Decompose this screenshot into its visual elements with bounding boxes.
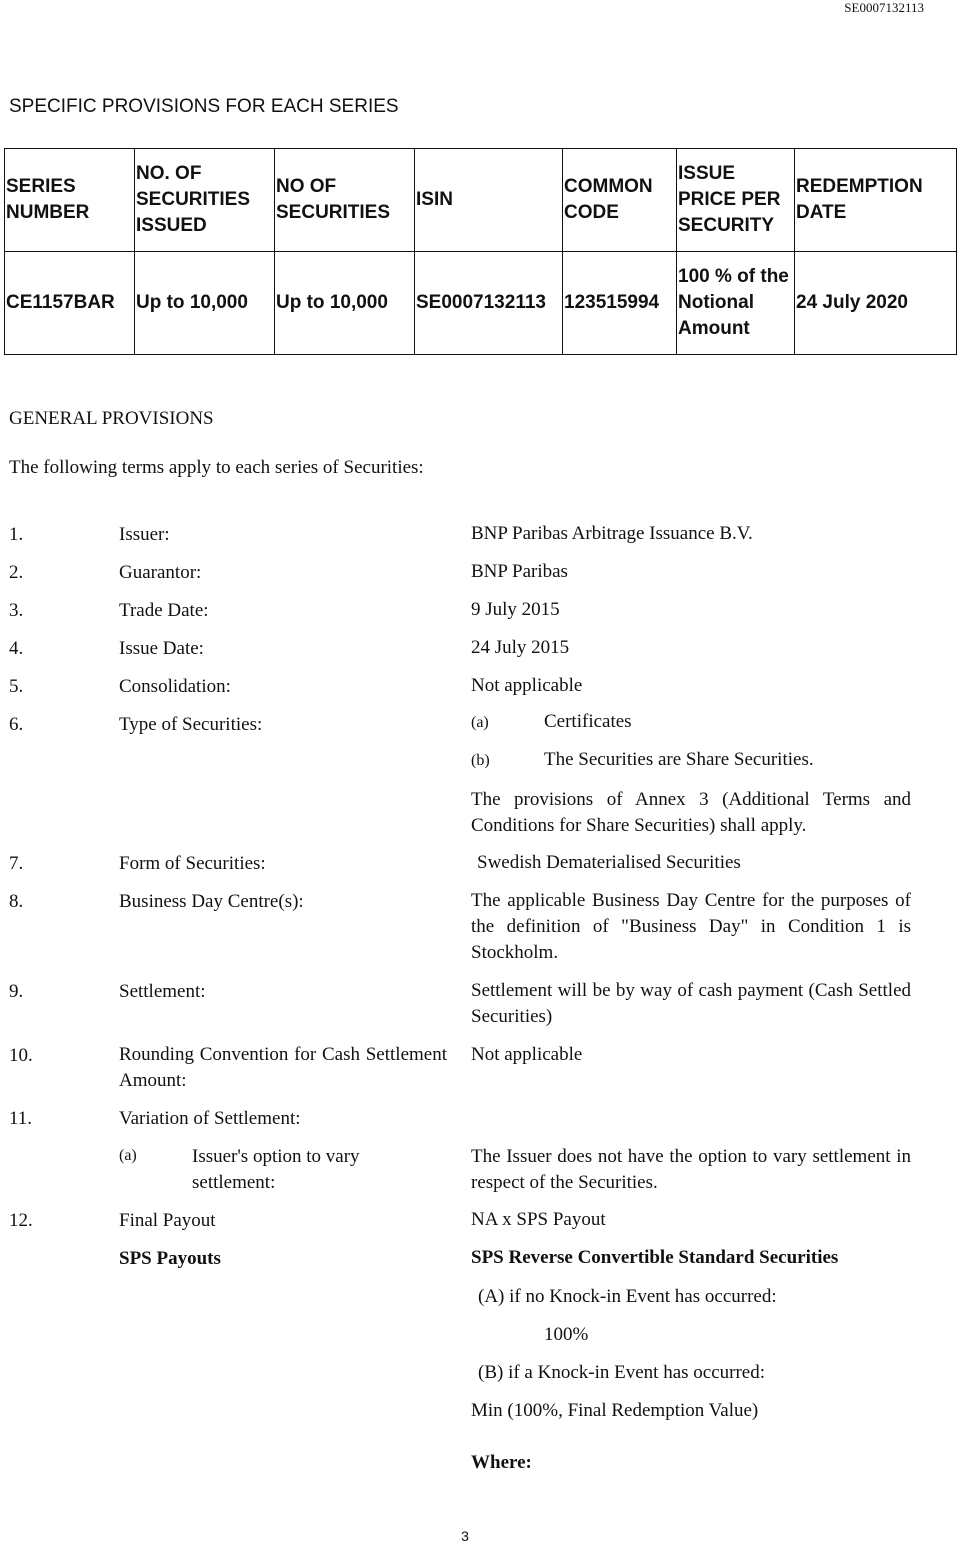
sub-item-marker: (a)	[471, 714, 489, 731]
issue-date-label: Issue Date:	[119, 638, 204, 659]
issue-price-header: ISSUE PRICE PER SECURITY	[677, 149, 795, 252]
item-number: 11.	[9, 1108, 33, 1129]
trade-date-label: Trade Date:	[119, 600, 209, 621]
sps-payouts-label: SPS Payouts	[119, 1248, 221, 1269]
business-day-centre-label: Business Day Centre(s):	[119, 891, 304, 912]
item-number: 10.	[9, 1045, 33, 1066]
isin-cell: SE0007132113	[415, 252, 563, 355]
item-number: 6.	[9, 714, 24, 735]
sps-payouts-value: SPS Reverse Convertible Standard Securities	[471, 1247, 839, 1268]
sub-item-marker: (a)	[119, 1147, 137, 1164]
item-number: 2.	[9, 562, 24, 583]
issuer-option-value: The Issuer does not have the option to vary settlement in respect of the Securities.	[471, 1146, 911, 1193]
series-number-cell: CE1157BAR	[5, 252, 135, 355]
item-number: 3.	[9, 600, 24, 621]
sub-item-marker: (b)	[471, 752, 490, 769]
page-number: 3	[461, 1528, 469, 1544]
series-table-header-row	[5, 149, 957, 252]
common-code-cell: 123515994	[563, 252, 677, 355]
case-b-text: (B) if a Knock-in Event has occurred:	[478, 1362, 766, 1383]
issue-date-value: 24 July 2015	[471, 637, 570, 658]
redemption-date-header: REDEMPTION DATE	[795, 149, 957, 252]
where-heading: Where:	[471, 1452, 532, 1473]
item-number: 7.	[9, 853, 24, 874]
type-a-value: Certificates	[544, 711, 632, 732]
settlement-value: Settlement will be by way of cash payment (Cash Settled Securities)	[471, 980, 911, 1027]
payout-formula: Min (100%, Final Redemption Value)	[471, 1400, 759, 1421]
isin-header: ISIN	[415, 149, 563, 252]
final-payout-label: Final Payout	[119, 1210, 216, 1231]
item-number: 1.	[9, 524, 24, 545]
form-of-securities-value: Swedish Dematerialised Securities	[477, 852, 741, 873]
general-provisions-heading: GENERAL PROVISIONS	[9, 408, 214, 429]
item-number: 8.	[9, 891, 24, 912]
securities-issued-cell: Up to 10,000	[135, 252, 275, 355]
item-number: 12.	[9, 1210, 33, 1231]
common-code-header: COMMON CODE	[563, 149, 677, 252]
final-payout-value: NA x SPS Payout	[471, 1209, 606, 1230]
form-of-securities-label: Form of Securities:	[119, 853, 266, 874]
issuer-value: BNP Paribas Arbitrage Issuance B.V.	[471, 523, 753, 544]
item-number: 5.	[9, 676, 24, 697]
item-number: 4.	[9, 638, 24, 659]
type-b-value: The Securities are Share Securities.	[544, 749, 814, 770]
page-title: SPECIFIC PROVISIONS FOR EACH SERIES	[9, 96, 399, 117]
consolidation-label: Consolidation:	[119, 676, 231, 697]
settlement-label: Settlement:	[119, 981, 206, 1002]
case-a-text: (A) if no Knock-in Event has occurred:	[478, 1286, 777, 1307]
rounding-convention-label: Rounding Convention for Cash Settlement Amount:	[119, 1044, 447, 1091]
consolidation-value: Not applicable	[471, 675, 583, 696]
series-table	[4, 148, 957, 355]
type-of-securities-label: Type of Securities:	[119, 714, 263, 735]
issue-price-cell: 100 % of the Notional Amount	[677, 252, 795, 355]
item-number: 9.	[9, 981, 24, 1002]
document-code: SE0007132113	[844, 0, 924, 15]
securities-count-header: NO OF SECURITIES	[275, 149, 415, 252]
redemption-date-cell: 24 July 2020	[795, 252, 957, 355]
guarantor-value: BNP Paribas	[471, 561, 568, 582]
guarantor-label: Guarantor:	[119, 562, 202, 583]
case-a-value: 100%	[544, 1324, 589, 1345]
issuer-option-label: Issuer's option to vary settlement:	[192, 1146, 360, 1193]
business-day-centre-value: The applicable Business Day Centre for the purposes of the definition of "Business Day" in Condition 1 is Stockholm.	[471, 890, 911, 963]
series-number-header: SERIES NUMBER	[5, 149, 135, 252]
securities-count-cell: Up to 10,000	[275, 252, 415, 355]
securities-issued-header: NO. OF SECURITIES ISSUED	[135, 149, 275, 252]
general-provisions-intro: The following terms apply to each series of Securities:	[9, 457, 424, 478]
annex-note: The provisions of Annex 3 (Additional Terms and Conditions for Share Securities) shall apply.	[471, 789, 911, 836]
variation-of-settlement-label: Variation of Settlement:	[119, 1108, 301, 1129]
rounding-convention-value: Not applicable	[471, 1044, 583, 1065]
table-row	[5, 252, 957, 355]
trade-date-value: 9 July 2015	[471, 599, 560, 620]
issuer-label: Issuer:	[119, 524, 170, 545]
